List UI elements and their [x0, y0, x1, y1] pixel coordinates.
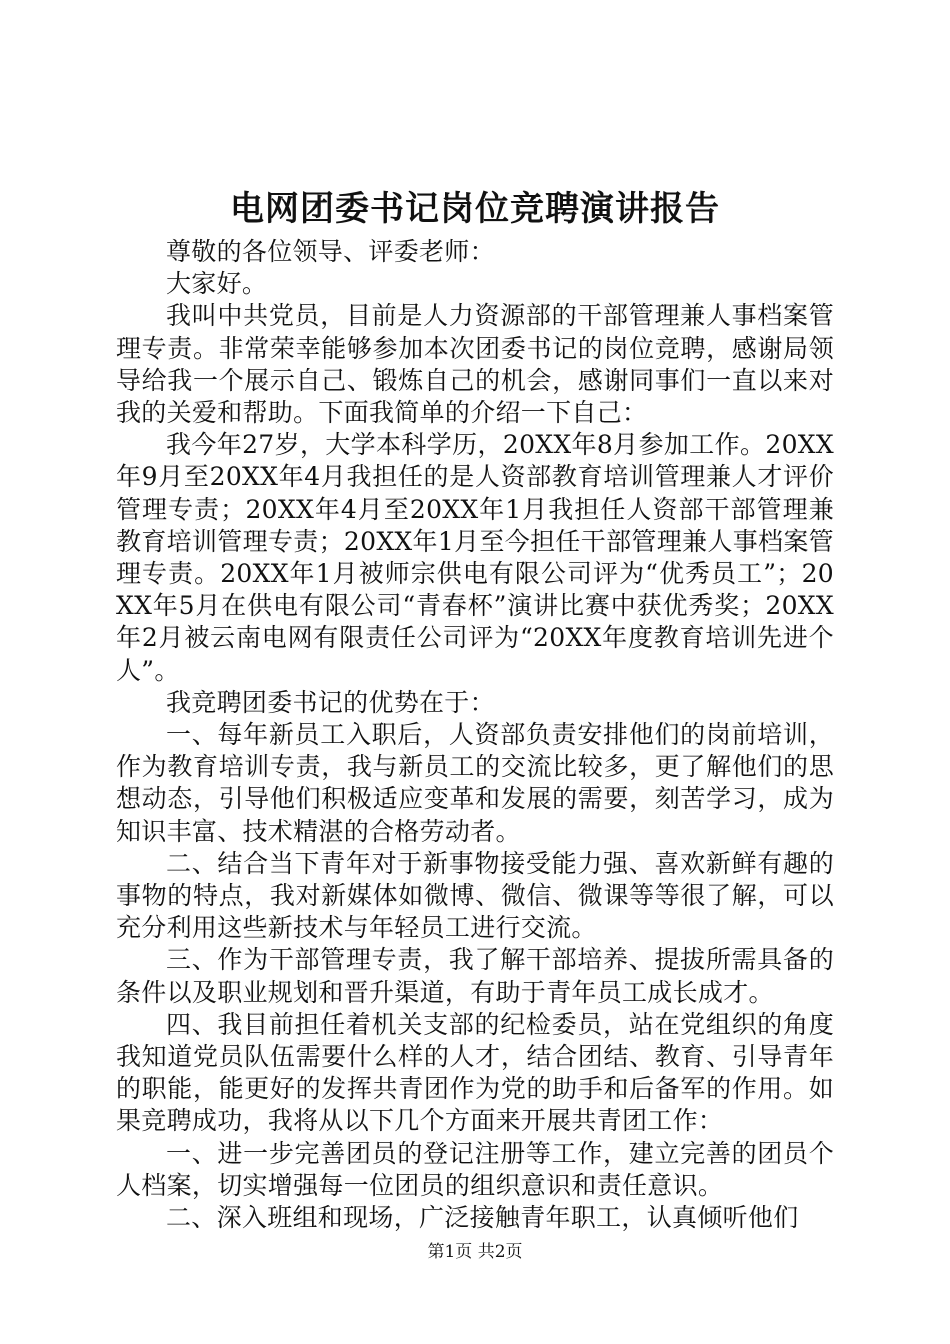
- paragraph-advantages-heading: 我竞聘团委书记的优势在于：: [166, 687, 495, 717]
- paragraph-background: 我今年27岁，大学本科学历，20XX年8月参加工作。20XX年9月至20XX年4月我担任的是人资部教育培训管理兼人才评价管理专责；20XX年4月至20XX年1月我担任人资部干部管理兼教育培训管理专责；20XX年1月至今担任干部管理兼人事档案管理专责。20XX年1月被师宗供电有限公司评为“优秀员工”；20XX年5月在供电有限公司“青春杯”演讲比赛中获优秀奖；20XX年2月被云南电网有限责任公司评为“20XX年度教育培训先进个人”。: [116, 430, 834, 685]
- page-footer: [0, 1240, 950, 1264]
- paragraph-plan-1: 一、进一步完善团员的登记注册等工作，建立完善的团员个人档案，切实增强每一位团员的组织意识和责任意识。: [116, 1138, 834, 1200]
- paragraph-advantage-2: 二、结合当下青年对于新事物接受能力强、喜欢新鲜有趣的事物的特点，我对新媒体如微博、微信、微课等等很了解，可以充分利用这些新技术与年轻员工进行交流。: [116, 848, 834, 943]
- paragraph-advantage-4: 四、我目前担任着机关支部的纪检委员，站在党组织的角度我知道党员队伍需要什么样的人才，结合团结、教育、引导青年的职能，能更好的发挥共青团作为党的助手和后备军的作用。如果竞聘成功，我将从以下几个方面来开展共青团工作：: [116, 1009, 834, 1136]
- greeting: 大家好。: [166, 269, 268, 299]
- paragraph-advantage-1: 一、每年新员工入职后，人资部负责安排他们的岗前培训，作为教育培训专责，我与新员工的交流比较多，更了解他们的思想动态，引导他们积极适应变革和发展的需要，刻苦学习，成为知识丰富、技术精湛的合格劳动者。: [116, 720, 834, 846]
- paragraph-intro: 我叫中共党员，目前是人力资源部的干部管理兼人事档案管理专责。非常荣幸能够参加本次团委书记的岗位竞聘，感谢局领导给我一个展示自己、锻炼自己的机会，感谢同事们一直以来对我的关爱和帮助。下面我简单的介绍一下自己：: [116, 301, 834, 428]
- paragraph-plan-2: 二、深入班组和现场，广泛接触青年职工，认真倾听他们: [166, 1203, 799, 1233]
- document-body: [116, 236, 834, 1234]
- document-title: 电网团委书记岗位竞聘演讲报告: [230, 189, 720, 229]
- paragraph-advantage-3: 三、作为干部管理专责，我了解干部培养、提拔所需具备的条件以及职业规划和晋升渠道，有助于青年员工成长成才。: [116, 945, 834, 1007]
- salutation: 尊敬的各位领导、评委老师：: [166, 237, 495, 266]
- page-number-current: 第1页: [427, 1242, 473, 1262]
- page-number-total: 共2页: [477, 1242, 523, 1262]
